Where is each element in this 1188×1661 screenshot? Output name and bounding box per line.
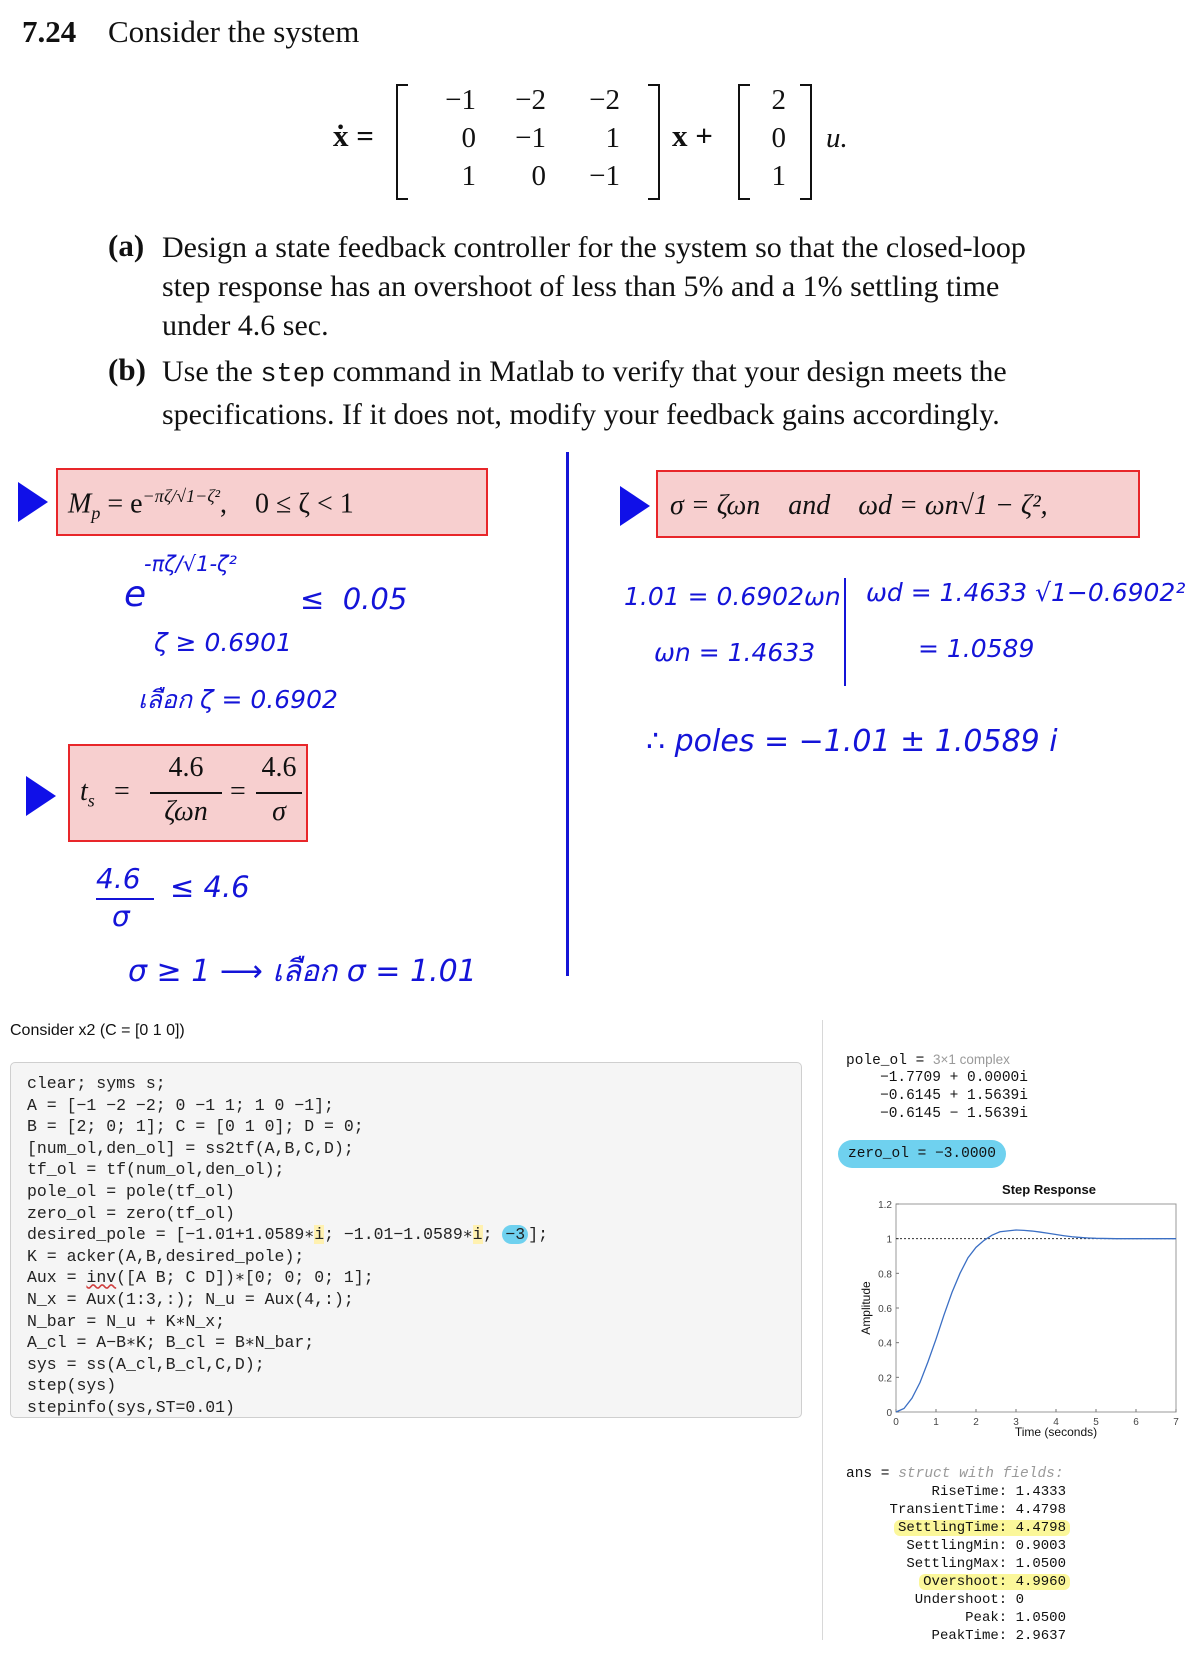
a23: 1 [605,122,620,154]
part-b-label: (b) [108,352,146,387]
hw-right-divider [844,578,846,686]
code-line: tf_ol = tf(num_ol,den_ol); [27,1160,285,1180]
part-a-line-1: Design a state feedback controller for the system so that the closed-loop [162,231,1026,264]
x-tick-label: 6 [1133,1417,1139,1428]
zero-output: zero_ol = −3.0000 [838,1140,1006,1168]
hw-mp-base: e [124,574,147,615]
code-line: A = [−1 −2 −2; 0 −1 1; 1 0 −1]; [27,1095,334,1115]
code-line-aux: Aux = inv([A B; C D])∗[0; 0; 0; 1]; [27,1268,374,1288]
a33: −1 [589,160,620,192]
mp-eq: = e [100,488,143,520]
part-b-cmd: step [260,360,326,390]
part-b-text [162,352,1092,434]
hw-mp-ineq: ≤ 0.05 [300,582,408,616]
problem-intro: Consider the system [108,14,360,49]
y-tick-label: 1 [886,1234,892,1246]
part-b-post: command in Matlab to verify that your design meets the [325,355,1007,388]
ts-num-2: 4.6 [261,752,297,783]
mp-range: , 0 ≤ ζ < 1 [220,488,354,520]
field-peaktime: PeakTime: 2.9637 [931,1628,1066,1644]
hw-mp-exp: -πζ/√1-ζ² [144,552,237,576]
a13: −2 [589,84,620,116]
field-risetime: RiseTime: 1.4333 [931,1484,1066,1500]
matlab-code-block[interactable] [10,1062,802,1418]
x-plus: x + [672,118,713,153]
field-settlingtime: SettlingTime: 4.4798 [894,1520,1070,1536]
part-b-line-2: specifications. If it does not, modify your feedback gains accordingly. [162,398,1000,431]
ts-eq-2: = [230,776,246,807]
a31: 1 [461,160,476,192]
sigma-formula: σ = ζωn and ωd = ωn√1 − ζ², [670,490,1048,521]
code-line: zero_ol = zero(tf_ol) [27,1203,235,1223]
matrix-b-right-bracket [800,84,812,200]
field-transienttime: TransientTime: 4.4798 [889,1502,1066,1518]
code-line: K = acker(A,B,desired_pole); [27,1246,305,1266]
code-section-title: Consider x2 (C = [0 1 0]) [10,1022,185,1039]
y-tick-label: 0.8 [878,1269,892,1281]
x-tick-label: 7 [1173,1417,1179,1428]
step-response-chart [856,1178,1186,1446]
part-a-line-2: step response has an overshoot of less than 5% and a 1% settling time [162,270,1000,303]
a22: −1 [515,122,546,154]
hw-wn-eq: 1.01 = 0.6902ωn [624,582,841,611]
ts-lhs: $t_s$ [80,776,95,811]
pole-value: −1.7709 + 0.0000i [880,1070,1028,1086]
ts-den-1: ζωn [164,796,208,827]
ts-den-2: σ [272,796,286,827]
x-tick-label: 0 [893,1417,899,1428]
matrix-a-left-bracket [396,84,408,200]
code-line: N_x = Aux(1:3,:); N_u = Aux(4,:); [27,1289,354,1309]
ts-eq-1: = [114,776,130,807]
part-a-line-3: under 4.6 sec. [162,309,329,342]
y-tick-label: 0 [886,1408,892,1419]
ts-formula-box [68,744,308,842]
part-b-line-1 [162,352,1092,395]
y-axis-label: Amplitude [859,1281,873,1335]
mp-sub: p [91,502,101,523]
matrix-b-left-bracket [738,84,750,200]
hw-wd-value: = 1.0589 [918,634,1035,663]
xdot-label: ẋ = [333,118,374,153]
code-line: pole_ol = pole(tf_ol) [27,1181,235,1201]
bullet-arrow-icon [620,486,650,526]
hw-poles: ∴ poles = −1.01 ± 1.0589 i [646,724,1058,759]
field-overshoot: Overshoot: 4.9960 [919,1574,1070,1590]
problem-number: 7.24 [22,14,77,49]
x-axis-label: Time (seconds) [1014,1425,1098,1439]
b3: 1 [771,160,786,192]
y-tick-label: 0.6 [878,1304,892,1315]
y-tick-label: 0.4 [878,1338,892,1350]
field-settlingmax: SettlingMax: 1.0500 [906,1556,1066,1572]
a12: −2 [515,84,546,116]
part-a-label: (a) [108,228,145,263]
code-line: step(sys) [27,1376,117,1396]
field-settlingmin: SettlingMin: 0.9003 [906,1538,1066,1554]
code-line: [num_ol,den_ol] = ss2tf(A,B,C,D); [27,1138,354,1158]
hw-zeta-bound: ζ ≥ 0.6901 [154,628,292,657]
hw-ts-den: σ [112,900,130,933]
part-a-text [162,228,1092,345]
circled-pole: −3 [502,1225,528,1244]
a21: 0 [461,122,476,154]
output-divider [822,1020,823,1640]
code-line: N_bar = N_u + K∗N_x; [27,1311,226,1331]
field-undershoot: Undershoot: 0 [914,1592,1024,1608]
bullet-arrow-icon [18,482,48,522]
code-line: A_cl = A−B∗K; B_cl = B∗N_bar; [27,1333,315,1353]
hw-wn-value: ωn = 1.4633 [654,638,816,667]
code-line: sys = ss(A_cl,B_cl,C,D); [27,1354,265,1374]
hw-wd-eq: ωd = 1.4633 √1−0.6902² [866,578,1186,607]
field-peak: Peak: 1.0500 [965,1610,1066,1626]
u-label: u. [826,122,848,154]
code-line: clear; syms s; [27,1074,166,1093]
b1: 2 [771,84,786,116]
a11: −1 [445,84,476,116]
chart-title: Step Response [1002,1182,1096,1197]
hw-sigma-choice: σ ≥ 1 ⟶ เลือก σ = 1.01 [128,954,477,989]
ts-num-1: 4.6 [168,752,204,783]
hw-zeta-choice: เลือก ζ = 0.6902 [138,685,338,714]
code-line: stepinfo(sys,ST=0.01) [27,1397,235,1417]
pole-output-label: pole_ol = 3×1 complex [846,1052,1010,1069]
plot-area [896,1204,1176,1412]
pole-value: −0.6145 − 1.5639i [880,1106,1028,1122]
x-tick-label: 3 [1013,1417,1019,1428]
hw-ts-ineq: ≤ 4.6 [170,870,250,904]
pole-value: −0.6145 + 1.5639i [880,1088,1028,1104]
ts-frac-bar-2 [256,792,302,794]
mp-lhs: M [68,488,92,520]
ts-frac-bar-1 [150,792,222,794]
matrix-a-right-bracket [648,84,660,200]
y-tick-label: 1.2 [878,1200,892,1211]
ans-label: ans = struct with fields: [846,1466,1064,1482]
code-line: B = [2; 0; 1]; C = [0 1 0]; D = 0; [27,1117,364,1137]
mp-exp: −πζ/√1−ζ² [142,486,220,506]
x-tick-label: 2 [973,1417,979,1428]
notes-divider [566,452,569,976]
x-tick-label: 5 [1093,1417,1099,1428]
y-tick-label: 0.2 [878,1373,892,1385]
stepinfo-fields [846,1484,1066,1644]
hw-ts-num: 4.6 [96,862,141,895]
mp-formula [68,486,354,524]
part-b-pre: Use the [162,355,261,388]
sigma-formula-box [656,470,1140,538]
bullet-arrow-icon [26,776,56,816]
code-line-desired-pole: desired_pole = [−1.01+1.0589∗i; −1.01−1.0589∗i; −3 ]; [27,1225,548,1245]
b2: 0 [771,122,786,154]
x-tick-label: 4 [1053,1417,1059,1428]
mp-formula-box [56,468,488,536]
a32: 0 [531,160,546,192]
x-tick-label: 1 [933,1417,939,1428]
